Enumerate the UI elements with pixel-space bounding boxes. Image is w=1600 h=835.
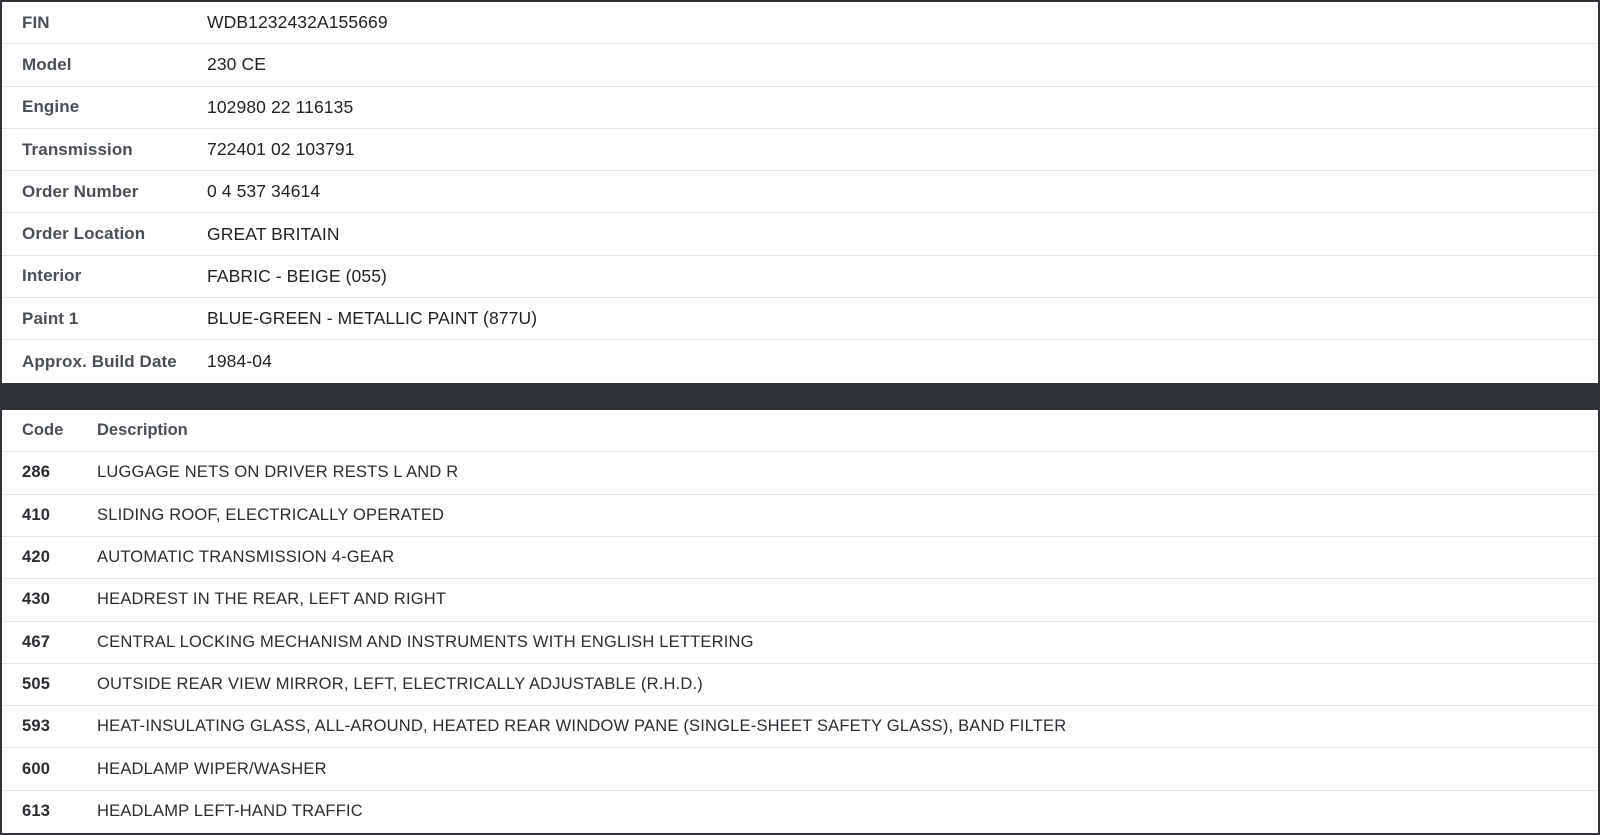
table-row <box>2 791 1598 833</box>
section-separator-band <box>0 383 1600 411</box>
code-value: 600 <box>22 759 51 778</box>
detail-label: Approx. Build Date <box>22 351 177 371</box>
code-value: 430 <box>22 590 51 609</box>
detail-label: Engine <box>22 97 80 117</box>
code-value: 467 <box>22 632 51 651</box>
detail-value: FABRIC - BEIGE (055) <box>207 265 387 286</box>
detail-label: Interior <box>22 266 82 286</box>
description-value: HEADLAMP LEFT-HAND TRAFFIC <box>97 802 363 821</box>
column-header-code: Code <box>22 421 64 440</box>
vehicle-details-panel <box>0 0 1600 383</box>
code-value: 593 <box>22 717 51 736</box>
detail-row-model <box>2 44 1598 86</box>
description-value: HEADLAMP WIPER/WASHER <box>97 759 327 778</box>
table-row <box>2 579 1598 621</box>
detail-row-fin <box>2 2 1598 44</box>
detail-label: Model <box>22 54 72 74</box>
detail-row-engine <box>2 87 1598 129</box>
description-value: HEADREST IN THE REAR, LEFT AND RIGHT <box>97 590 447 609</box>
detail-row-paint-1 <box>2 298 1598 340</box>
detail-label: Order Location <box>22 224 146 244</box>
detail-value: WDB1232432A155669 <box>207 12 388 33</box>
detail-row-transmission <box>2 129 1598 171</box>
detail-label: Order Number <box>22 181 139 201</box>
code-value: 410 <box>22 505 51 524</box>
table-row <box>2 452 1598 494</box>
table-row <box>2 495 1598 537</box>
table-row <box>2 664 1598 706</box>
code-value: 286 <box>22 463 51 482</box>
description-value: OUTSIDE REAR VIEW MIRROR, LEFT, ELECTRICALLY ADJUSTABLE (R.H.D.) <box>97 674 703 693</box>
description-value: HEAT-INSULATING GLASS, ALL-AROUND, HEATED REAR WINDOW PANE (SINGLE-SHEET SAFETY GLASS), BAND FILTER <box>97 717 1067 736</box>
codes-table-header <box>2 410 1598 452</box>
detail-value: 102980 22 116135 <box>207 96 354 117</box>
detail-row-interior <box>2 256 1598 298</box>
option-codes-panel <box>0 410 1600 835</box>
description-value: LUGGAGE NETS ON DRIVER RESTS L AND R <box>97 463 459 482</box>
detail-value: 1984-04 <box>207 351 272 372</box>
description-value: CENTRAL LOCKING MECHANISM AND INSTRUMENTS WITH ENGLISH LETTERING <box>97 632 754 651</box>
detail-value: GREAT BRITAIN <box>207 223 340 244</box>
detail-row-approx-build-date <box>2 340 1598 382</box>
table-row <box>2 622 1598 664</box>
code-value: 505 <box>22 674 51 693</box>
detail-label: Transmission <box>22 139 133 159</box>
description-value: AUTOMATIC TRANSMISSION 4-GEAR <box>97 548 395 567</box>
detail-value: 0 4 537 34614 <box>207 181 321 202</box>
code-value: 420 <box>22 548 51 567</box>
detail-row-order-number <box>2 171 1598 213</box>
detail-value: 722401 02 103791 <box>207 139 355 160</box>
detail-label: Paint 1 <box>22 308 79 328</box>
detail-row-order-location <box>2 213 1598 255</box>
description-value: SLIDING ROOF, ELECTRICALLY OPERATED <box>97 505 445 524</box>
table-row <box>2 537 1598 579</box>
code-value: 613 <box>22 802 51 821</box>
detail-value: BLUE-GREEN - METALLIC PAINT (877U) <box>207 308 538 329</box>
table-row <box>2 706 1598 748</box>
column-header-description: Description <box>97 421 188 440</box>
detail-value: 230 CE <box>207 54 266 75</box>
detail-label: FIN <box>22 12 50 32</box>
table-row <box>2 748 1598 790</box>
